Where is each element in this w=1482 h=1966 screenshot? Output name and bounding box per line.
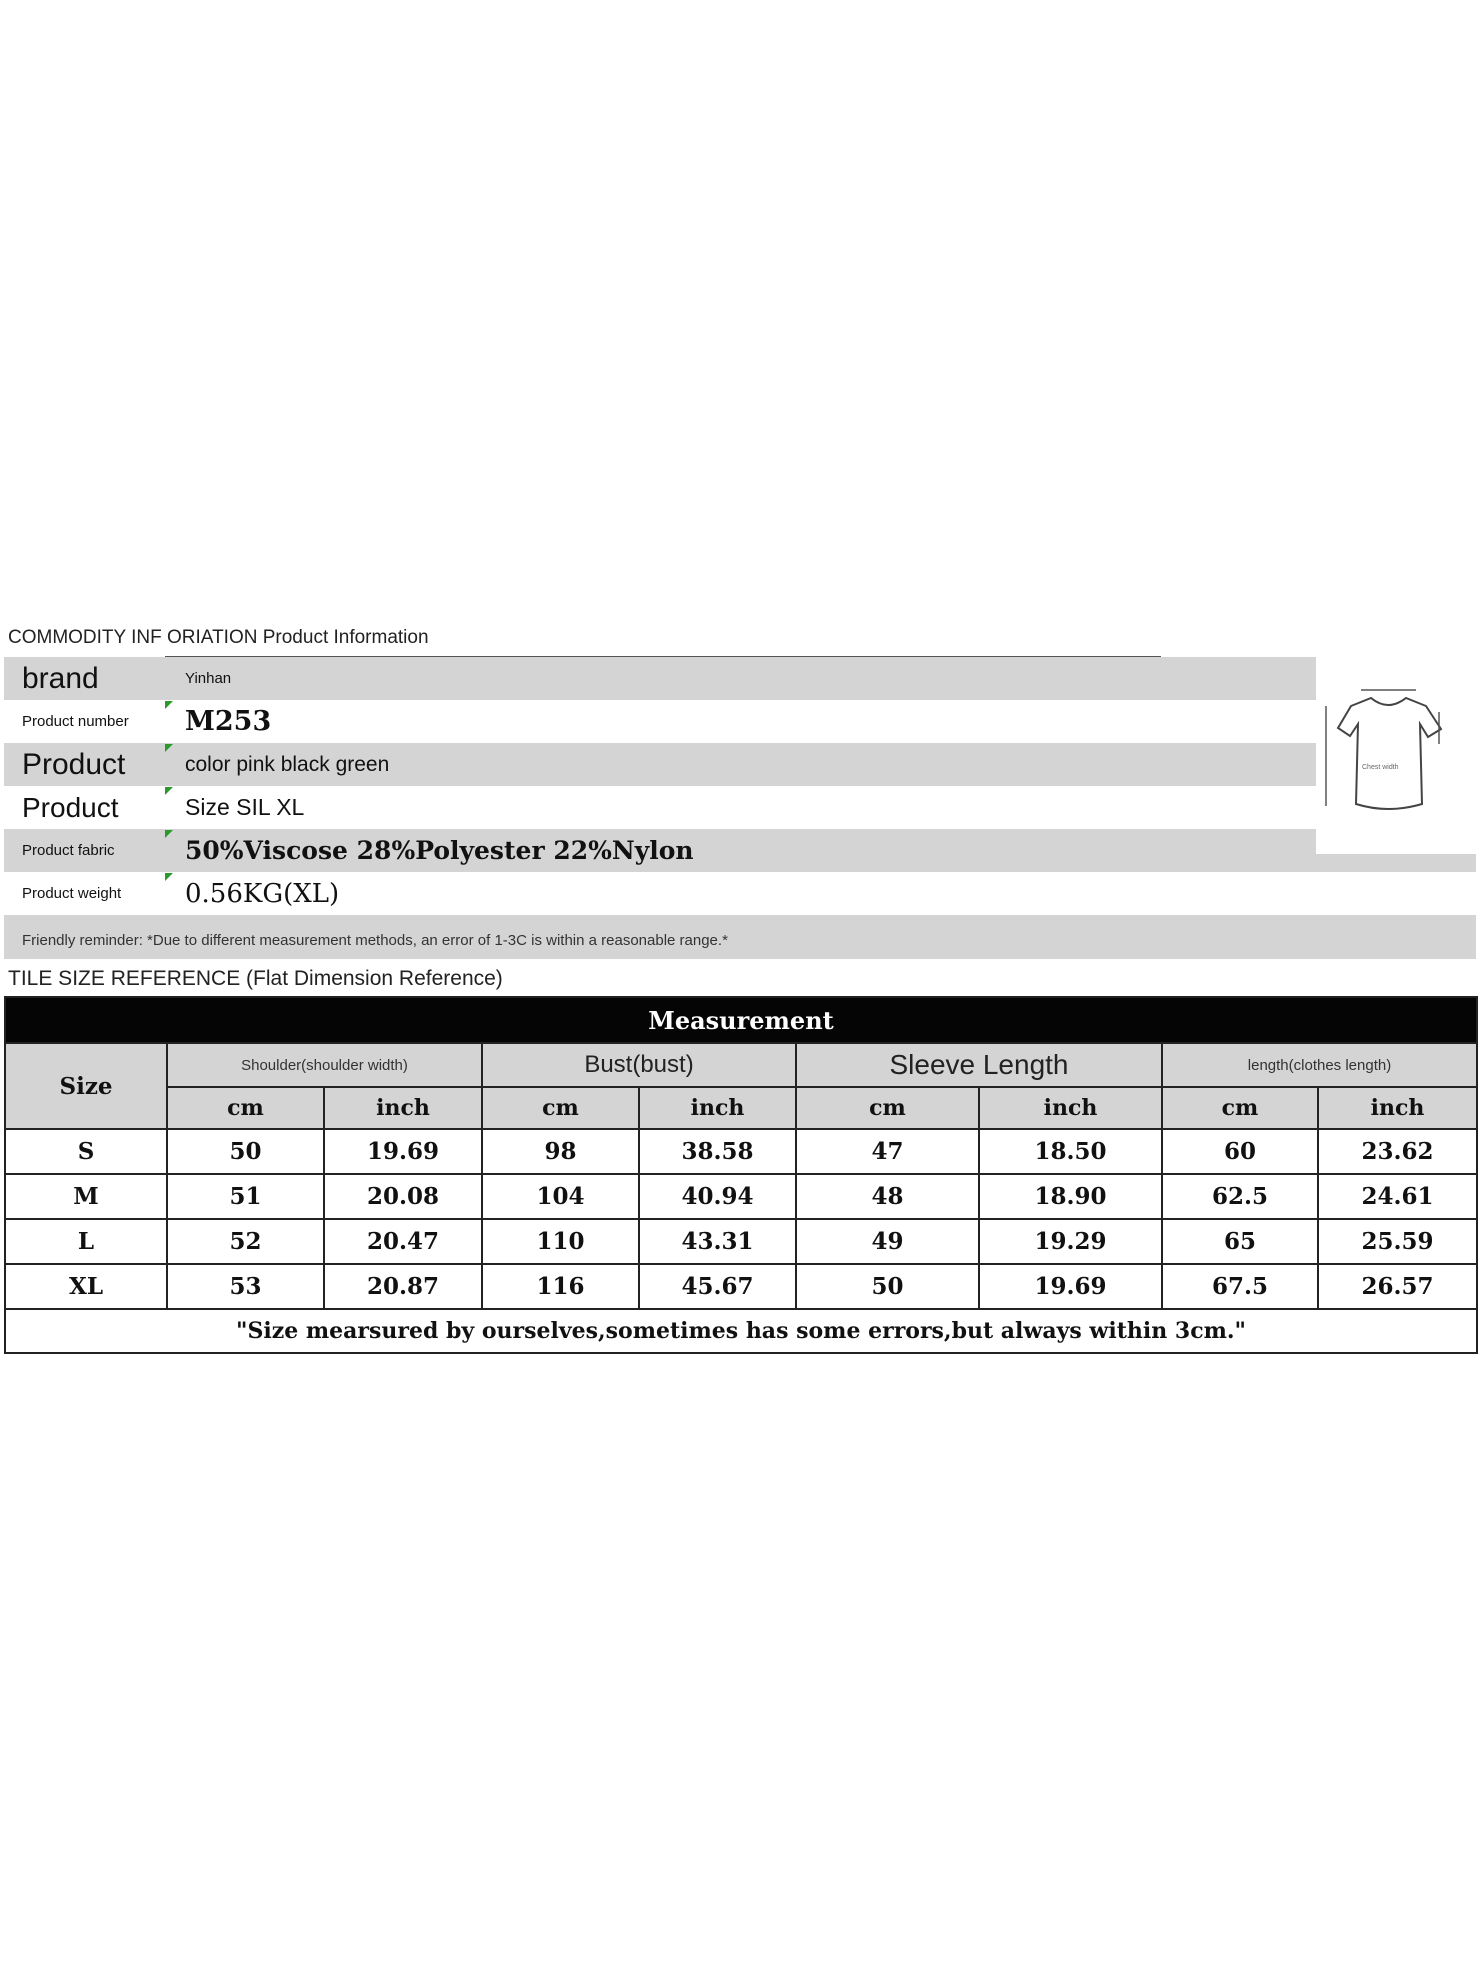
unit-cm-header: cm: [796, 1087, 979, 1129]
info-value-fabric: 50%Viscose 28%Polyester 22%Nylon: [185, 836, 694, 865]
unit-cm-header: cm: [482, 1087, 639, 1129]
info-section-title: COMMODITY INF ORIATION Product Information: [8, 627, 429, 648]
size-section-title: TILE SIZE REFERENCE (Flat Dimension Reference): [8, 967, 503, 990]
info-value-size: Size SIL XL: [185, 794, 305, 820]
green-corner-marker: [165, 787, 173, 795]
sleeve-length-header: Sleeve Length: [796, 1043, 1162, 1087]
table-cell: 20.08: [324, 1174, 482, 1219]
info-label-product-color: Product: [22, 747, 126, 781]
info-label-weight: Product weight: [22, 885, 122, 902]
table-cell: 52: [167, 1219, 324, 1264]
table-cell: 38.58: [639, 1129, 796, 1174]
table-cell: 50: [167, 1129, 324, 1174]
table-cell: 24.61: [1318, 1174, 1477, 1219]
size-cell: M: [5, 1174, 167, 1219]
unit-cm-header: cm: [1162, 1087, 1318, 1129]
info-value-brand: Yinhan: [185, 670, 232, 687]
green-corner-marker: [165, 701, 173, 709]
table-cell: 51: [167, 1174, 324, 1219]
table-cell: 48: [796, 1174, 979, 1219]
info-value-color: color pink black green: [185, 752, 390, 776]
unit-inch-header: inch: [1318, 1087, 1477, 1129]
table-cell: 45.67: [639, 1264, 796, 1309]
size-cell: L: [5, 1219, 167, 1264]
table-cell: 98: [482, 1129, 639, 1174]
clothes-length-header: length(clothes length): [1162, 1043, 1477, 1087]
table-cell: 20.47: [324, 1219, 482, 1264]
table-cell: 50: [796, 1264, 979, 1309]
tshirt-outline-icon: [1316, 654, 1476, 854]
unit-inch-header: inch: [979, 1087, 1162, 1129]
size-table: [4, 996, 1478, 1354]
table-cell: 49: [796, 1219, 979, 1264]
table-cell: 19.29: [979, 1219, 1162, 1264]
unit-cm-header: cm: [167, 1087, 324, 1129]
table-cell: 116: [482, 1264, 639, 1309]
shoulder-header: Shoulder(shoulder width): [167, 1043, 482, 1087]
table-cell: 65: [1162, 1219, 1318, 1264]
size-column-header: Size: [5, 1043, 167, 1129]
green-corner-marker: [165, 744, 173, 752]
info-label-brand: brand: [22, 661, 99, 695]
table-row: [5, 1174, 1477, 1219]
table-cell: 23.62: [1318, 1129, 1477, 1174]
green-corner-marker: [165, 830, 173, 838]
table-cell: 25.59: [1318, 1219, 1477, 1264]
size-cell: S: [5, 1129, 167, 1174]
table-cell: 20.87: [324, 1264, 482, 1309]
table-cell: 18.50: [979, 1129, 1162, 1174]
unit-inch-header: inch: [324, 1087, 482, 1129]
table-cell: 40.94: [639, 1174, 796, 1219]
table-cell: 19.69: [324, 1129, 482, 1174]
table-cell: 110: [482, 1219, 639, 1264]
info-value-weight: 0.56KG(XL): [185, 878, 340, 909]
tshirt-measurement-figure: [1316, 654, 1476, 854]
bust-header: Bust(bust): [482, 1043, 796, 1087]
chest-width-label: Chest width: [1362, 764, 1399, 771]
table-row: [5, 1264, 1477, 1309]
table-row: [5, 1129, 1477, 1174]
table-row: [5, 1219, 1477, 1264]
unit-inch-header: inch: [639, 1087, 796, 1129]
table-cell: 60: [1162, 1129, 1318, 1174]
size-footnote: "Size mearsured by ourselves,sometimes has some errors,but always within 3cm.": [5, 1309, 1477, 1353]
table-cell: 19.69: [979, 1264, 1162, 1309]
table-cell: 53: [167, 1264, 324, 1309]
table-cell: 26.57: [1318, 1264, 1477, 1309]
info-value-product-number: M253: [185, 706, 272, 737]
size-cell: XL: [5, 1264, 167, 1309]
table-cell: 104: [482, 1174, 639, 1219]
table-cell: 62.5: [1162, 1174, 1318, 1219]
table-cell: 47: [796, 1129, 979, 1174]
table-cell: 43.31: [639, 1219, 796, 1264]
info-label-product-size: Product: [22, 791, 119, 823]
info-label-fabric: Product fabric: [22, 842, 115, 859]
table-cell: 67.5: [1162, 1264, 1318, 1309]
info-label-product-number: Product number: [22, 713, 129, 730]
measurement-heading: Measurement: [5, 997, 1477, 1043]
green-corner-marker: [165, 873, 173, 881]
table-cell: 18.90: [979, 1174, 1162, 1219]
friendly-reminder: Friendly reminder: *Due to different measurement methods, an error of 1-3C is within a reasonable range.*: [22, 932, 728, 949]
